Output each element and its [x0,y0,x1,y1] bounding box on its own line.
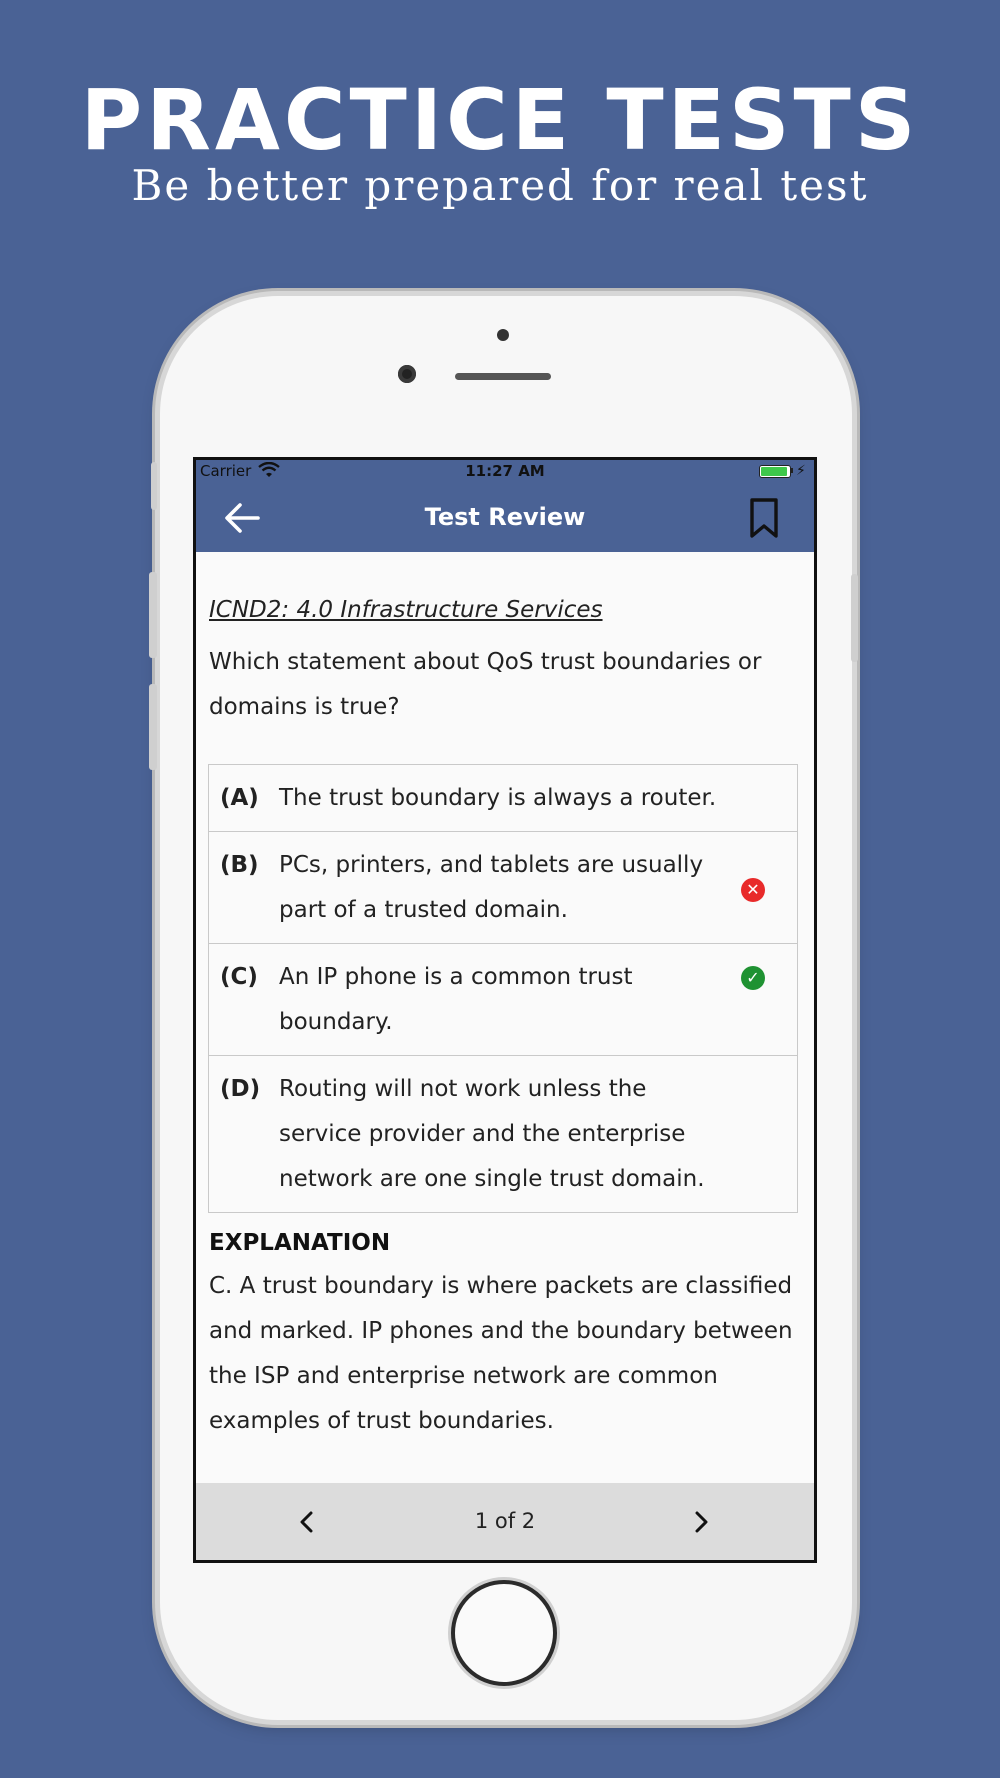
answer-text: Routing will not work unless the service provider and the enterprise network are one single trust domain. [279,1076,705,1192]
earpiece-speaker [455,373,551,380]
front-camera [398,365,416,383]
promo-title: PRACTICE TESTS [80,71,920,169]
page-title: Test Review [424,503,586,531]
home-button[interactable] [451,1580,557,1686]
answer-b[interactable] [209,832,797,944]
bookmark-icon[interactable] [744,496,784,540]
explanation-heading: EXPLANATION [209,1230,391,1256]
charging-icon: ⚡ [796,463,806,479]
incorrect-icon: ✕ [741,878,765,902]
answer-list [208,764,798,1213]
answer-d[interactable] [209,1056,797,1212]
answer-a[interactable] [209,765,797,832]
answer-text: PCs, printers, and tablets are usually part of a trusted domain. [279,852,704,923]
answer-letter: (A) [220,785,259,811]
proximity-sensor [497,329,509,341]
pagination-bar [196,1483,814,1560]
chevron-right-icon[interactable] [686,1507,716,1537]
volume-up-button [149,572,157,658]
battery-tip [791,468,793,473]
answer-text: The trust boundary is always a router. [279,785,717,811]
answer-letter: (C) [220,964,258,990]
page-indicator: 1 of 2 [474,1509,536,1533]
status-bar [196,460,814,482]
status-time: 11:27 AM [465,462,545,480]
correct-icon: ✓ [741,966,765,990]
navigation-bar [196,482,814,552]
app-screen [193,457,817,1563]
power-button [851,574,858,662]
answer-letter: (D) [220,1076,261,1102]
volume-down-button [149,684,157,770]
mute-switch [151,462,157,510]
answer-c[interactable] [209,944,797,1056]
battery-icon [759,465,791,478]
answer-letter: (B) [220,852,259,878]
promo-subtitle: Be better prepared for real test [131,161,869,210]
explanation-text: C. A trust boundary is where packets are classified and marked. IP phones and the boundary between the ISP and enterprise network are common examples of trust boundaries. [209,1273,793,1434]
question-text: Which statement about QoS trust boundaries or domains is true? [209,649,762,720]
answer-text: An IP phone is a common trust boundary. [279,964,633,1035]
question-category[interactable]: ICND2: 4.0 Infrastructure Services [209,597,603,623]
carrier-label: Carrier [200,462,252,480]
review-content [196,552,814,1466]
